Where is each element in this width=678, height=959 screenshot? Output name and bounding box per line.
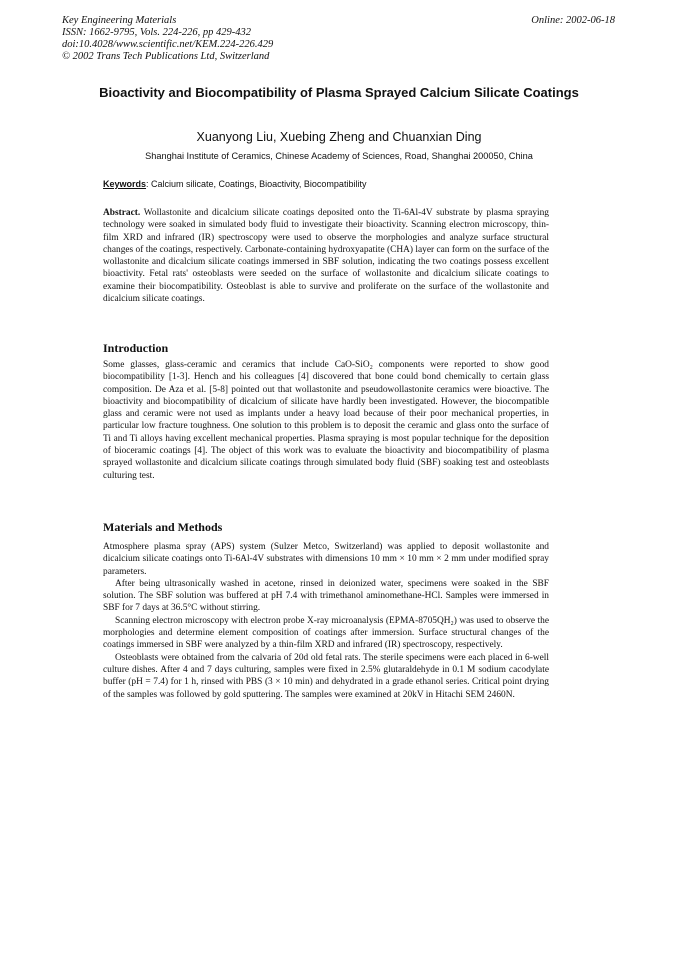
methods-paragraph: After being ultrasonically washed in acetone, rinsed in deionized water, specimens were soaked in the SBF solution. The SBF solution was buffered at pH 7.4 with trimethanol aminomethane-HCl. Samples were immersed in SBF for 7 days at 36.5°C without stirring. [103,578,549,614]
keywords-text: Calcium silicate, Coatings, Bioactivity, Biocompatibility [151,179,367,189]
keywords-colon: : [146,179,152,189]
introduction-heading: Introduction [103,341,169,355]
journal-header [62,15,273,63]
methods-paragraph: Atmosphere plasma spray (APS) system (Sulzer Metco, Switzerland) was applied to deposit wollastonite and dicalcium silicate coatings onto Ti-6Al-4V substrates with dimensions 10 mm × 10 mm × 2 mm under modified spray parameters. [103,542,549,577]
introduction-text: Some glasses, glass-ceramic and ceramics that include CaO-SiO₂ components were reported to show good biocompatibility [1-3]. Hench and his colleagues [4] discovered that bone could bond chemically to certain glass composition. De Aza et al. [5-8] pointed out that wollastonite and pseudowollastonite ceramics were bioactive. The bioactivity and biocompatibility of dicalcium of silicate have hardly been investigated. However, the biocompatible glass and ceramic were not used as implants under a heavy load because of their poor mechanical properties, in particular low fracture toughness. One solution to this problem is to deposit the ceramic and glass onto the surface of Ti and Ti alloys having excellent mechanical properties. Plasma spraying is most popular technique for the deposition of bioceramic coatings [4]. The object of this work was to evaluate the bioactivity and biocompatibility of plasma sprayed wollastonite and dicalcium silicate coatings through simulated body fluid (SBF) soaking test and osteoblasts culturing test. [103,360,549,481]
authors: Xuanyong Liu, Xuebing Zheng and Chuanxian Ding [196,130,482,144]
abstract [103,207,549,305]
keywords-label: Keywords [103,179,147,189]
keywords [103,179,366,189]
journal-name: Key Engineering Materials [62,15,177,26]
methods-text [103,541,549,701]
abstract-label: Abstract. [103,208,141,218]
affiliation: Shanghai Institute of Ceramics, Chinese Academy of Sciences, Road, Shanghai 200050, China [145,151,533,161]
issn-line: ISSN: 1662-9795, Vols. 224-226, pp 429-432 [62,27,251,38]
copyright-line: © 2002 Trans Tech Publications Ltd, Switzerland [62,51,270,62]
methods-paragraph: Osteoblasts were obtained from the calvaria of 20d old fetal rats. The sterile specimens were each placed in 6-well culture dishes. After 4 and 7 days culturing, samples were fixed in 2.5% glutaraldehyde in 0.1 M sodium cacodylate buffer (pH = 7.4) for 1 h, rinsed with PBS (3 × 10 min) and dehydrated in a grade ethanol series. Critical point drying of the samples was followed by gold sputtering. The samples were examined at 20kV in Hitachi SEM 2460N. [103,652,549,700]
abstract-text: Wollastonite and dicalcium silicate coatings deposited onto the Ti-6Al-4V substrate by plasma spraying technology were soaked in simulated body fluid to investigate their bioactivity. Scanning electron microscopy, thin-film XRD and infrared (IR) spectroscopy were used to observe the morphologies and analyze surface structural changes of the coatings, respectively. Carbonate-containing hydroxyapatite (CHA) layer can form on the surface of the wollastonite and dicalcium silicate coatings immersed in SBF solution, indicating the two coatings possess excellent bioactivity. Fetal rats' osteoblasts were seeded on the surface of wollastonite and dicalcium silicate coatings to examine their biocompatibility. Osteoblast is able to survive and proliferate on the surface of the wollastonite and dicalcium silicate coatings. [103,208,549,305]
paper-title: Bioactivity and Biocompatibility of Plasma Sprayed Calcium Silicate Coatings [99,85,579,100]
methods-paragraph: Scanning electron microscopy with electron probe X-ray microanalysis (EPMA-8705QH₂) was used to observe the morphologies and determine element composition of coatings after immersion. Surface structural changes of the coatings immersed in SBF were analyzed by a thin-film XRD and infrared (IR) spectroscopy, respectively. [103,615,549,651]
doi-link[interactable]: doi:10.4028/www.scientific.net/KEM.224-226.429 [62,39,274,50]
methods-heading: Materials and Methods [103,520,223,534]
online-date: Online: 2002-06-18 [531,15,615,26]
